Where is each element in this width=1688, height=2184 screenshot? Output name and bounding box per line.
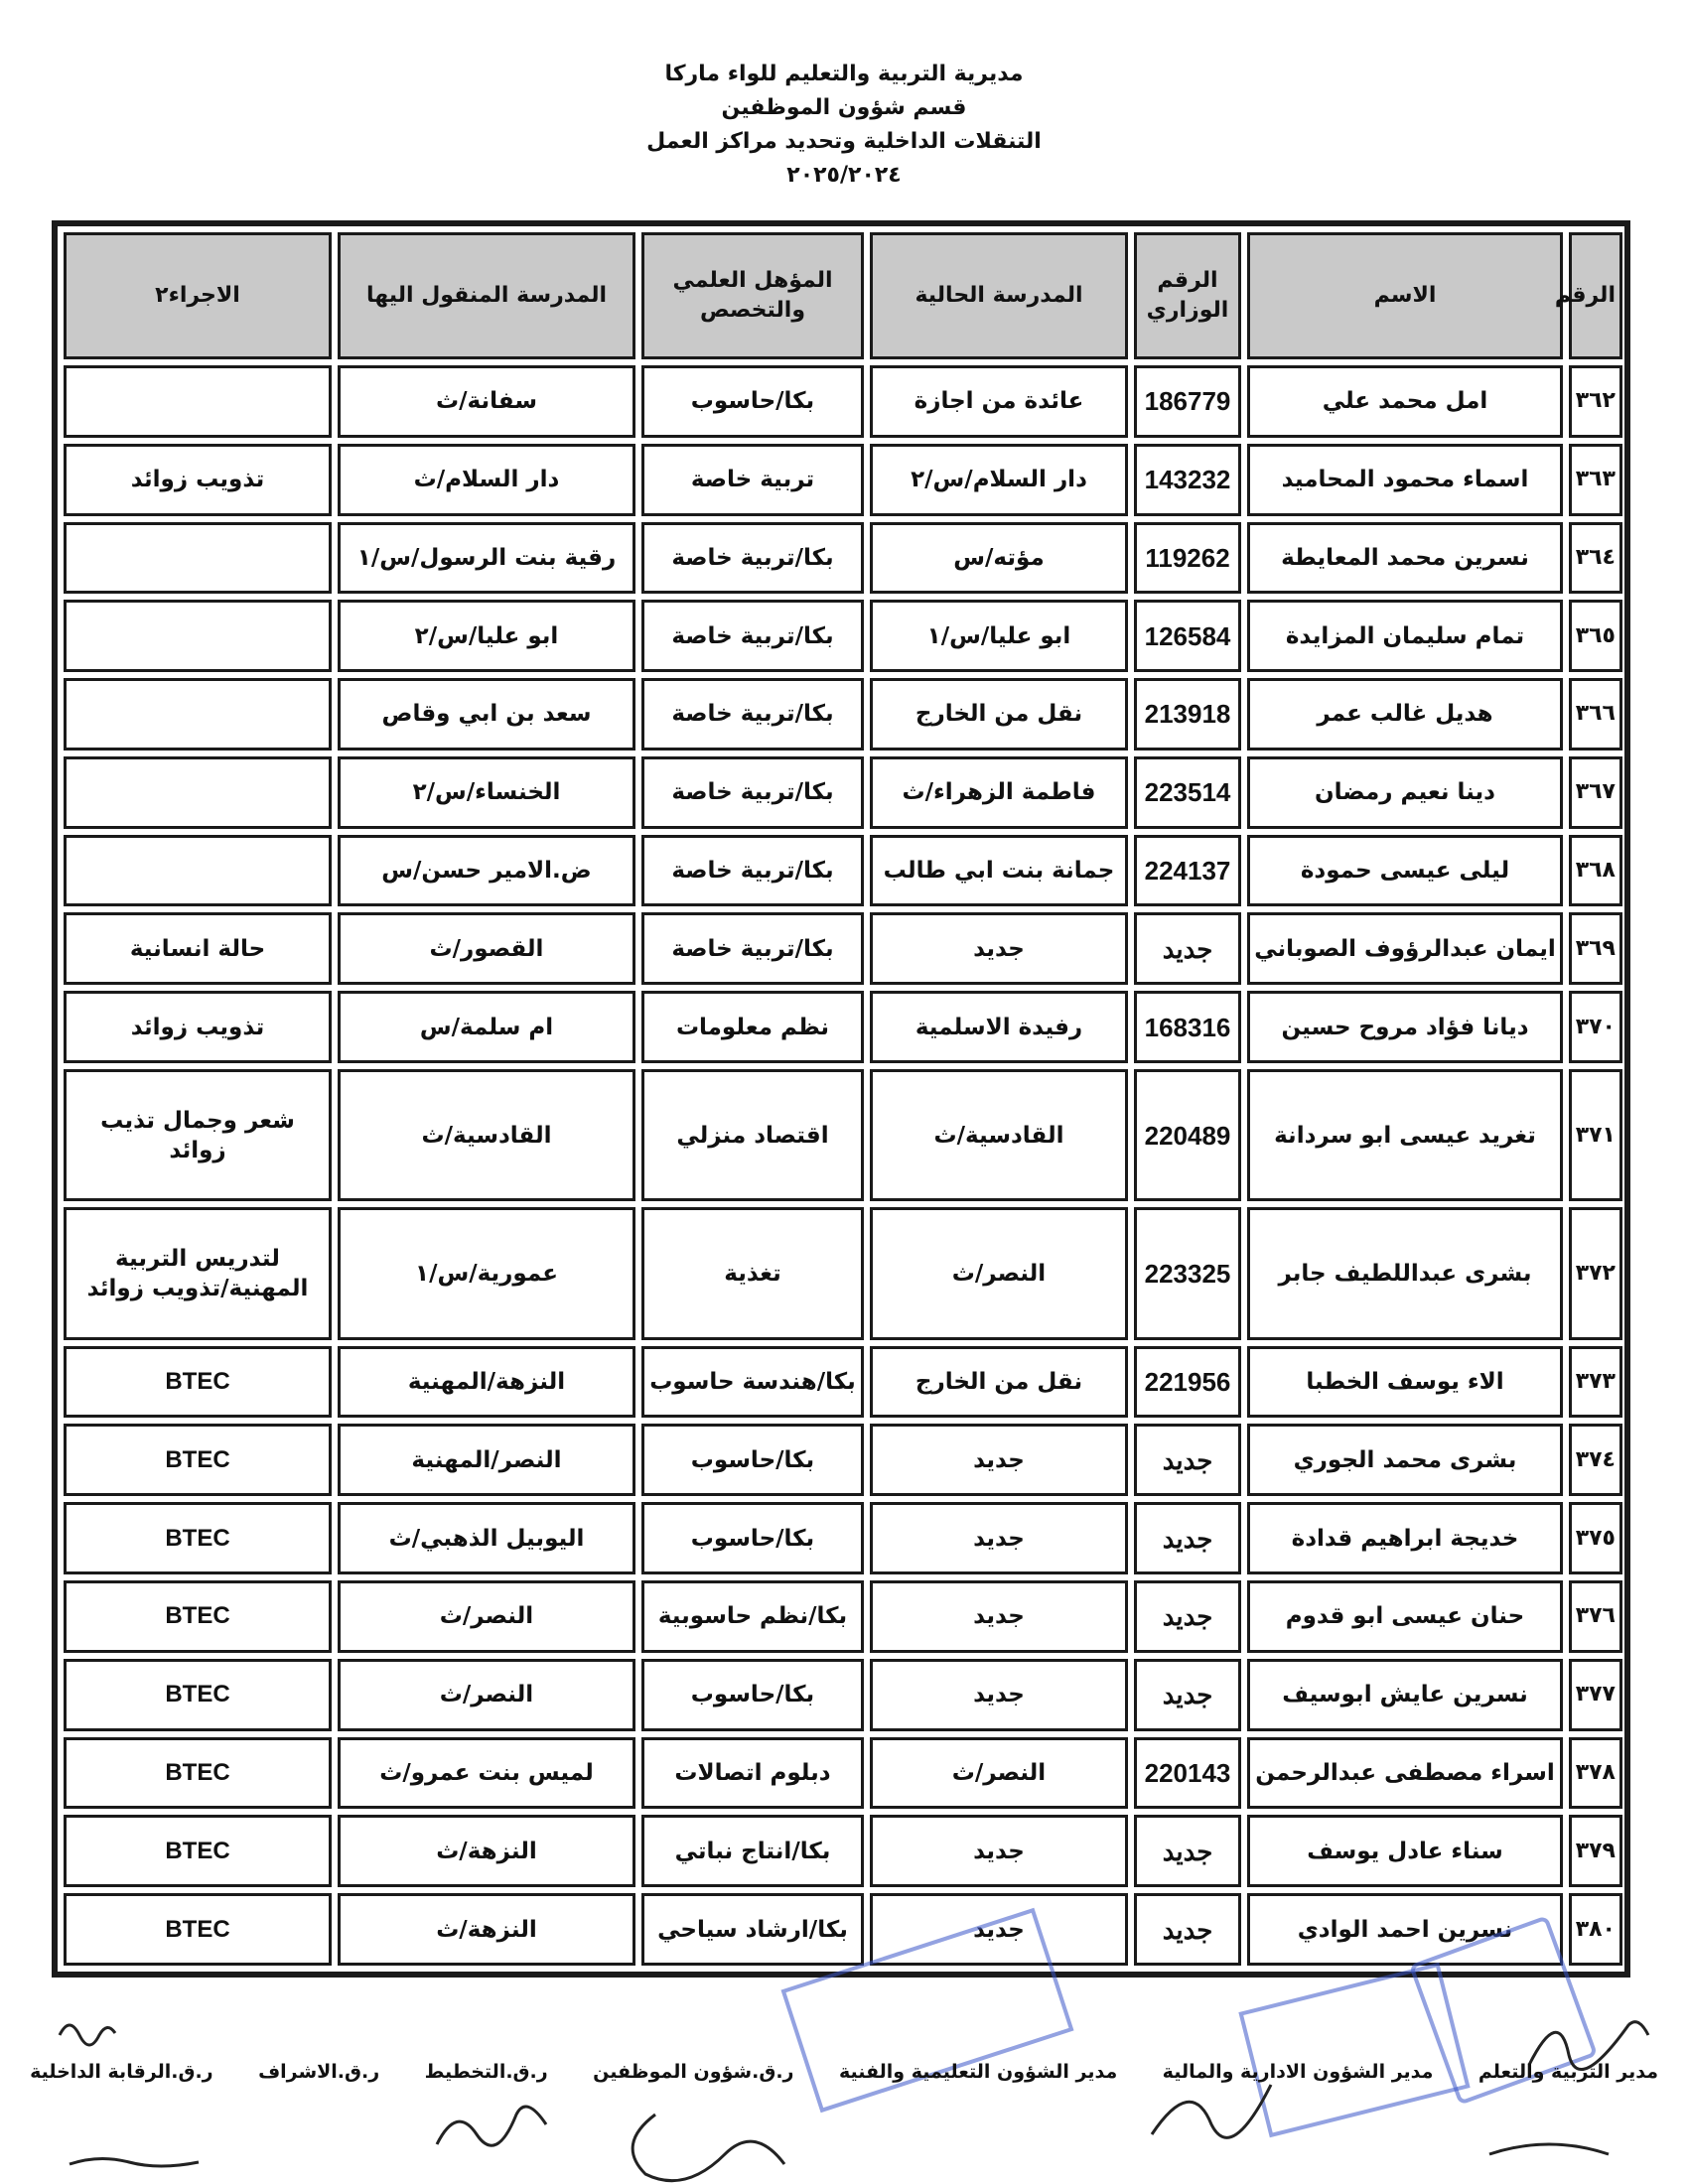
cell-current-school: عائدة من اجازة xyxy=(870,365,1128,438)
table-row xyxy=(64,1424,1622,1496)
cell-index: ٣٦٧ xyxy=(1569,756,1622,829)
cell-new-school: سعد بن ابي وقاص xyxy=(338,678,635,751)
table-row xyxy=(64,678,1622,751)
cell-qualification: بكا/حاسوب xyxy=(641,1659,864,1731)
cell-index: ٣٦٢ xyxy=(1569,365,1622,438)
table-row xyxy=(64,1815,1622,1887)
cell-action: BTEC xyxy=(64,1346,332,1419)
cell-new-school: ابو عليا/س/٢ xyxy=(338,600,635,672)
cell-action xyxy=(64,678,332,751)
cell-index: ٣٦٦ xyxy=(1569,678,1622,751)
cell-qualification: بكا/تربية خاصة xyxy=(641,522,864,595)
cell-current-school: رفيدة الاسلمية xyxy=(870,991,1128,1063)
col-header-index: الرقم xyxy=(1569,232,1622,359)
cell-action: حالة انسانية xyxy=(64,912,332,985)
cell-ministry-no: جديد xyxy=(1134,1893,1241,1966)
cell-current-school: نقل من الخارج xyxy=(870,1346,1128,1419)
cell-qualification: اقتصاد منزلي xyxy=(641,1069,864,1201)
cell-index: ٣٧٢ xyxy=(1569,1207,1622,1339)
header-year: ٢٠٢٥/٢٠٢٤ xyxy=(786,163,902,188)
cell-name: ايمان عبدالرؤوف الصوباني xyxy=(1247,912,1563,985)
cell-index: ٣٦٤ xyxy=(1569,522,1622,595)
sig-edu-affairs: مدير الشؤون التعليمية والفنية xyxy=(838,2061,1118,2083)
cell-name: حنان عيسى ابو قدوم xyxy=(1247,1580,1563,1653)
cell-new-school: النصر/ث xyxy=(338,1659,635,1731)
cell-ministry-no: 213918 xyxy=(1134,678,1241,751)
col-header-current-school: المدرسة الحالية xyxy=(870,232,1128,359)
cell-new-school: النزهة/ث xyxy=(338,1893,635,1966)
cell-index: ٣٦٨ xyxy=(1569,835,1622,907)
table-body xyxy=(64,365,1622,1966)
transfers-table-frame xyxy=(52,220,1630,1978)
cell-name: نسرين محمد المعايطة xyxy=(1247,522,1563,595)
cell-index: ٣٧٠ xyxy=(1569,991,1622,1063)
cell-name: تغريد عيسى ابو سردانة xyxy=(1247,1069,1563,1201)
table-row xyxy=(64,1580,1622,1653)
cell-new-school: ض.الامير حسن/س xyxy=(338,835,635,907)
sig-supervision-head: ر.ق.الاشراف xyxy=(258,2061,380,2083)
table-row xyxy=(64,1737,1622,1810)
cell-qualification: بكا/هندسة حاسوب xyxy=(641,1346,864,1419)
sig-admin-affairs: مدير الشؤون الادارية والمالية xyxy=(1162,2061,1434,2083)
table-row xyxy=(64,756,1622,829)
header-subject: التنقلات الداخلية وتحديد مراكز العمل xyxy=(646,129,1042,154)
table-row xyxy=(64,1893,1622,1966)
cell-qualification: بكا/حاسوب xyxy=(641,365,864,438)
cell-name: سناء عادل يوسف xyxy=(1247,1815,1563,1887)
cell-ministry-no: 221956 xyxy=(1134,1346,1241,1419)
table-row xyxy=(64,912,1622,985)
cell-name: ليلى عيسى حمودة xyxy=(1247,835,1563,907)
cell-name: هديل غالب عمر xyxy=(1247,678,1563,751)
cell-ministry-no: 168316 xyxy=(1134,991,1241,1063)
table-row xyxy=(64,365,1622,438)
cell-action: BTEC xyxy=(64,1502,332,1574)
cell-new-school: الخنساء/س/٢ xyxy=(338,756,635,829)
cell-new-school: لميس بنت عمرو/ث xyxy=(338,1737,635,1810)
cell-action xyxy=(64,600,332,672)
cell-name: بشرى عبداللطيف جابر xyxy=(1247,1207,1563,1339)
cell-current-school: جديد xyxy=(870,1580,1128,1653)
cell-ministry-no: جديد xyxy=(1134,1424,1241,1496)
cell-qualification: بكا/تربية خاصة xyxy=(641,835,864,907)
cell-index: ٣٨٠ xyxy=(1569,1893,1622,1966)
cell-action xyxy=(64,756,332,829)
cell-index: ٣٧٨ xyxy=(1569,1737,1622,1810)
sig-internal-audit-head: ر.ق.الرقابة الداخلية xyxy=(30,2061,213,2083)
cell-current-school: جديد xyxy=(870,1893,1128,1966)
cell-qualification: بكا/حاسوب xyxy=(641,1424,864,1496)
cell-ministry-no: جديد xyxy=(1134,1580,1241,1653)
cell-index: ٣٧١ xyxy=(1569,1069,1622,1201)
cell-qualification: بكا/نظم حاسوبية xyxy=(641,1580,864,1653)
cell-qualification: دبلوم اتصالات xyxy=(641,1737,864,1810)
cell-index: ٣٧٥ xyxy=(1569,1502,1622,1574)
cell-ministry-no: 220489 xyxy=(1134,1069,1241,1201)
cell-new-school: النزهة/ث xyxy=(338,1815,635,1887)
cell-current-school: جديد xyxy=(870,1659,1128,1731)
transfers-table xyxy=(58,226,1628,1972)
cell-new-school: النصر/المهنية xyxy=(338,1424,635,1496)
col-header-name: الاسم xyxy=(1247,232,1563,359)
cell-index: ٣٧٤ xyxy=(1569,1424,1622,1496)
cell-current-school: ابو عليا/س/١ xyxy=(870,600,1128,672)
cell-index: ٣٧٧ xyxy=(1569,1659,1622,1731)
cell-ministry-no: 119262 xyxy=(1134,522,1241,595)
cell-index: ٣٧٦ xyxy=(1569,1580,1622,1653)
cell-action xyxy=(64,522,332,595)
cell-current-school: جمانة بنت ابي طالب xyxy=(870,835,1128,907)
cell-ministry-no: 186779 xyxy=(1134,365,1241,438)
signature-line xyxy=(30,2061,1658,2083)
document-header xyxy=(0,58,1688,193)
cell-qualification: بكا/تربية خاصة xyxy=(641,678,864,751)
cell-name: امل محمد علي xyxy=(1247,365,1563,438)
cell-ministry-no: 126584 xyxy=(1134,600,1241,672)
table-row xyxy=(64,991,1622,1063)
cell-action: تذويب زوائد xyxy=(64,991,332,1063)
cell-action: شعر وجمال تذيب زوائد xyxy=(64,1069,332,1201)
cell-qualification: نظم معلومات xyxy=(641,991,864,1063)
cell-index: ٣٧٣ xyxy=(1569,1346,1622,1419)
cell-new-school: ام سلمة/س xyxy=(338,991,635,1063)
sig-director: مدير التربية والتعلم xyxy=(1477,2061,1658,2083)
table-row xyxy=(64,1659,1622,1731)
cell-name: تمام سليمان المزايدة xyxy=(1247,600,1563,672)
table-row xyxy=(64,600,1622,672)
cell-qualification: تغذية xyxy=(641,1207,864,1339)
cell-current-school: فاطمة الزهراء/ث xyxy=(870,756,1128,829)
cell-qualification: بكا/تربية خاصة xyxy=(641,912,864,985)
cell-qualification: بكا/تربية خاصة xyxy=(641,756,864,829)
cell-new-school: القادسية/ث xyxy=(338,1069,635,1201)
cell-index: ٣٧٩ xyxy=(1569,1815,1622,1887)
cell-ministry-no: جديد xyxy=(1134,1502,1241,1574)
table-row xyxy=(64,1069,1622,1201)
cell-current-school: نقل من الخارج xyxy=(870,678,1128,751)
cell-ministry-no: 220143 xyxy=(1134,1737,1241,1810)
cell-name: ديانا فؤاد مروح حسين xyxy=(1247,991,1563,1063)
cell-index: ٣٦٩ xyxy=(1569,912,1622,985)
cell-action: BTEC xyxy=(64,1659,332,1731)
cell-qualification: بكا/تربية خاصة xyxy=(641,600,864,672)
cell-qualification: تربية خاصة xyxy=(641,444,864,516)
cell-new-school: سفانة/ث xyxy=(338,365,635,438)
table-row xyxy=(64,1207,1622,1339)
cell-name: بشرى محمد الجوري xyxy=(1247,1424,1563,1496)
cell-new-school: اليوبيل الذهبي/ث xyxy=(338,1502,635,1574)
cell-action xyxy=(64,365,332,438)
cell-action: BTEC xyxy=(64,1580,332,1653)
cell-new-school: النصر/ث xyxy=(338,1580,635,1653)
cell-current-school: مؤته/س xyxy=(870,522,1128,595)
cell-new-school: رقية بنت الرسول/س/١ xyxy=(338,522,635,595)
cell-name: دينا نعيم رمضان xyxy=(1247,756,1563,829)
cell-action: لتدريس التربية المهنية/تذويب زوائد xyxy=(64,1207,332,1339)
table-header-row xyxy=(64,232,1622,359)
cell-current-school: النصر/ث xyxy=(870,1207,1128,1339)
cell-action xyxy=(64,835,332,907)
cell-new-school: القصور/ث xyxy=(338,912,635,985)
cell-ministry-no: جديد xyxy=(1134,1815,1241,1887)
cell-name: اسراء مصطفى عبدالرحمن xyxy=(1247,1737,1563,1810)
cell-current-school: دار السلام/س/٢ xyxy=(870,444,1128,516)
table-row xyxy=(64,1346,1622,1419)
cell-qualification: بكا/ارشاد سياحي xyxy=(641,1893,864,1966)
header-department: قسم شؤون الموظفين xyxy=(721,95,967,120)
cell-current-school: جديد xyxy=(870,1424,1128,1496)
cell-current-school: جديد xyxy=(870,912,1128,985)
cell-name: الاء يوسف الخطبا xyxy=(1247,1346,1563,1419)
cell-action: BTEC xyxy=(64,1424,332,1496)
col-header-ministry-no: الرقم الوزاري xyxy=(1134,232,1241,359)
table-row xyxy=(64,835,1622,907)
table-row xyxy=(64,444,1622,516)
cell-index: ٣٦٣ xyxy=(1569,444,1622,516)
header-directorate: مديرية التربية والتعليم للواء ماركا xyxy=(664,62,1024,86)
cell-action: BTEC xyxy=(64,1893,332,1966)
cell-new-school: دار السلام/ث xyxy=(338,444,635,516)
cell-action: BTEC xyxy=(64,1815,332,1887)
cell-ministry-no: 223514 xyxy=(1134,756,1241,829)
cell-new-school: النزهة/المهنية xyxy=(338,1346,635,1419)
cell-ministry-no: 224137 xyxy=(1134,835,1241,907)
cell-ministry-no: جديد xyxy=(1134,1659,1241,1731)
table-row xyxy=(64,522,1622,595)
table-row xyxy=(64,1502,1622,1574)
cell-ministry-no: جديد xyxy=(1134,912,1241,985)
cell-current-school: القادسية/ث xyxy=(870,1069,1128,1201)
cell-action: تذويب زوائد xyxy=(64,444,332,516)
cell-name: اسماء محمود المحاميد xyxy=(1247,444,1563,516)
col-header-qualification: المؤهل العلمي والتخصص xyxy=(641,232,864,359)
col-header-action: الاجراء٢ xyxy=(64,232,332,359)
cell-qualification: بكا/حاسوب xyxy=(641,1502,864,1574)
sig-planning-head: ر.ق.التخطيط xyxy=(424,2061,548,2083)
cell-current-school: جديد xyxy=(870,1815,1128,1887)
cell-name: نسرين عايش ابوسيف xyxy=(1247,1659,1563,1731)
sig-hr-head: ر.ق.شؤون الموظفين xyxy=(593,2061,794,2083)
cell-name: خديجة ابراهيم قدادة xyxy=(1247,1502,1563,1574)
cell-name: نسرين احمد الوادي xyxy=(1247,1893,1563,1966)
cell-current-school: جديد xyxy=(870,1502,1128,1574)
cell-current-school: النصر/ث xyxy=(870,1737,1128,1810)
cell-action: BTEC xyxy=(64,1737,332,1810)
cell-index: ٣٦٥ xyxy=(1569,600,1622,672)
cell-ministry-no: 223325 xyxy=(1134,1207,1241,1339)
cell-ministry-no: 143232 xyxy=(1134,444,1241,516)
col-header-new-school: المدرسة المنقول اليها xyxy=(338,232,635,359)
cell-new-school: عمورية/س/١ xyxy=(338,1207,635,1339)
cell-qualification: بكا/انتاج نباتي xyxy=(641,1815,864,1887)
